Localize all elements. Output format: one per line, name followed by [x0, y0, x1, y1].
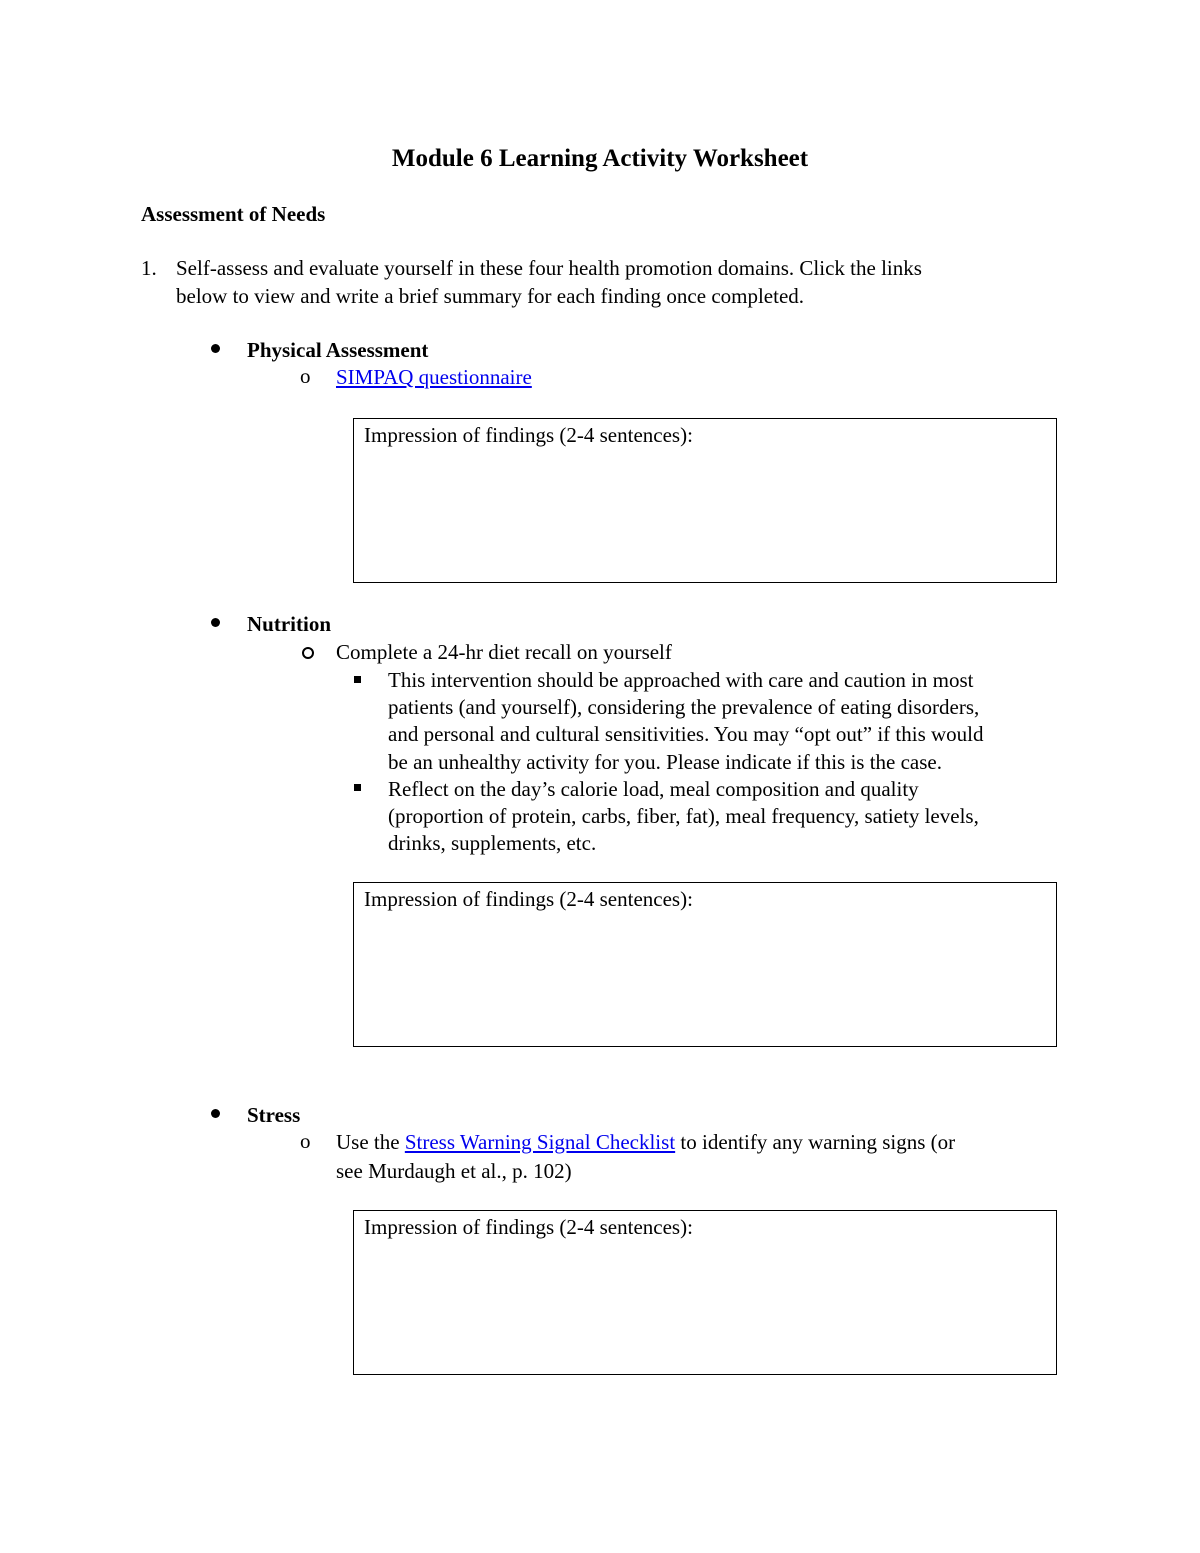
stress-checklist-link[interactable]: Stress Warning Signal Checklist — [404, 1130, 676, 1154]
nutrition-point1-line1: This intervention should be approached with care and caution in most — [388, 668, 974, 692]
sub-bullet-ring-icon — [302, 647, 314, 659]
nutrition-point1-line3: and personal and cultural sensitivities. You may “opt out” if this would — [388, 722, 984, 746]
nutrition-sub-text: Complete a 24-hr diet recall on yourself — [336, 640, 672, 664]
stress-heading: Stress — [247, 1103, 301, 1127]
square-bullet-icon — [354, 784, 361, 791]
item-text-line2: below to view and write a brief summary for each finding once completed. — [176, 284, 805, 308]
sub-bullet-o-icon: o — [300, 1129, 311, 1153]
bullet-disc-icon — [211, 344, 220, 353]
physical-findings-label: Impression of findings (2-4 sentences): — [364, 423, 693, 447]
bullet-disc-icon — [211, 1109, 220, 1118]
bullet-disc-icon — [211, 618, 220, 627]
stress-text-after: to identify any warning signs (or — [675, 1130, 956, 1154]
stress-findings-label: Impression of findings (2-4 sentences): — [364, 1215, 693, 1239]
physical-findings-box[interactable] — [353, 418, 1057, 583]
section-heading: Assessment of Needs — [141, 202, 326, 226]
nutrition-point2-line2: (proportion of protein, carbs, fiber, fat), meal frequency, satiety levels, — [388, 804, 979, 828]
nutrition-heading: Nutrition — [247, 612, 331, 636]
stress-findings-box[interactable] — [353, 1210, 1057, 1375]
nutrition-point2-line1: Reflect on the day’s calorie load, meal composition and quality — [388, 777, 919, 801]
nutrition-findings-label: Impression of findings (2-4 sentences): — [364, 887, 693, 911]
stress-text-before: Use the — [336, 1130, 405, 1154]
nutrition-point1-line2: patients (and yourself), considering the prevalence of eating disorders, — [388, 695, 980, 719]
stress-text-line2: see Murdaugh et al., p. 102) — [336, 1159, 572, 1183]
physical-heading: Physical Assessment — [247, 338, 429, 362]
simpaq-link[interactable]: SIMPAQ questionnaire — [336, 365, 532, 389]
sub-bullet-o-icon: o — [300, 364, 311, 388]
nutrition-point2-line3: drinks, supplements, etc. — [388, 831, 597, 855]
stress-text-line1 — [336, 1132, 955, 1153]
item-text-line1: Self-assess and evaluate yourself in these four health promotion domains. Click the links — [176, 256, 922, 280]
item-number: 1. — [141, 256, 157, 280]
nutrition-findings-box[interactable] — [353, 882, 1057, 1047]
page-title: Module 6 Learning Activity Worksheet — [391, 145, 809, 172]
square-bullet-icon — [354, 676, 361, 683]
nutrition-point1-line4: be an unhealthy activity for you. Please indicate if this is the case. — [388, 750, 942, 774]
